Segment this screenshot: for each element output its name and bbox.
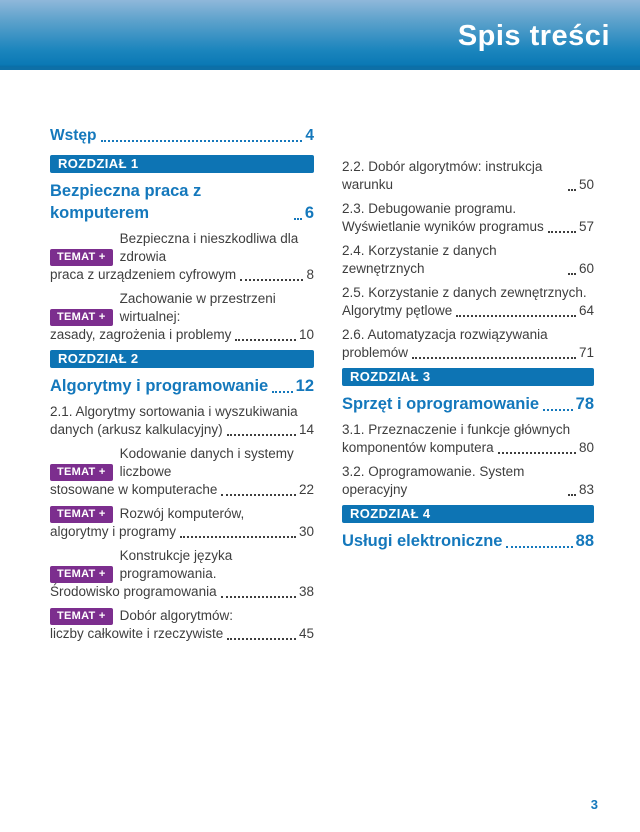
toc-line-text: Konstrukcje języka programowania. (119, 548, 233, 581)
chapter-title (342, 393, 594, 415)
page-ref: 12 (295, 377, 314, 395)
toc-line (342, 284, 594, 302)
toc-line-text: algorytmy i programy (50, 524, 177, 539)
page-ref: 64 (578, 303, 594, 318)
toc-line (50, 266, 314, 284)
dot-leader (221, 596, 296, 598)
toc-line-text: Środowisko programowania (50, 584, 217, 599)
dot-leader (227, 434, 296, 436)
page-ref: 38 (298, 584, 314, 599)
toc-line-text: komponentów komputera (342, 440, 494, 455)
toc-line (50, 505, 314, 523)
toc-line-text: Wyświetlanie wyników programus (342, 219, 544, 234)
toc-line-text: 2.6. Automatyzacja rozwiązywania (342, 327, 548, 342)
dot-leader (456, 315, 576, 317)
page-ref: 8 (306, 267, 314, 282)
toc-line (342, 158, 594, 194)
toc-line (50, 583, 314, 601)
toc-line-text: 2.2. Dobór algorytmów: instrukcja warunku (342, 159, 543, 192)
toc-line (342, 302, 594, 320)
page-ref: 6 (304, 204, 314, 222)
toc-line-text: stosowane w komputerache (50, 482, 218, 497)
toc-line-text: 3.1. Przeznaczenie i funkcje głównych (342, 422, 571, 437)
temat-plus-badge: TEMAT + (50, 566, 113, 583)
toc-line (50, 421, 314, 439)
dot-leader (180, 536, 296, 538)
toc-line-text: 2.4. Korzystanie z danych zewnętrznych (342, 243, 497, 276)
toc-entry (50, 230, 314, 284)
toc-entry (342, 200, 594, 236)
toc-line-text: zasady, zagrożenia i problemy (50, 327, 232, 342)
toc-line (342, 463, 594, 499)
dot-leader (221, 494, 296, 496)
toc-line-text: problemów (342, 345, 409, 360)
toc-entry (50, 445, 314, 499)
toc-entry (342, 463, 594, 499)
page-ref: 22 (298, 482, 314, 497)
temat-plus-badge: TEMAT + (50, 608, 113, 625)
toc-line (342, 242, 594, 278)
page-ref: 14 (298, 422, 314, 437)
toc-line-text: Wstęp (50, 127, 97, 144)
temat-plus-badge: TEMAT + (50, 249, 113, 266)
chapter-heading-bar: ROZDZIAŁ 3 (342, 368, 594, 386)
toc-entry (50, 505, 314, 541)
toc-line (342, 421, 594, 439)
toc-line (50, 375, 314, 397)
page-ref: 88 (575, 532, 594, 550)
toc-line-text: Usługi elektroniczne (342, 532, 503, 550)
page-ref: 57 (578, 219, 594, 234)
chapter-heading-bar: ROZDZIAŁ 2 (50, 350, 314, 368)
toc-line-text: Bezpieczna i nieszkodliwa dla zdrowia (119, 231, 299, 264)
page-header (0, 0, 640, 70)
toc-content (0, 70, 640, 649)
toc-line-text: Dobór algorytmów: (119, 608, 233, 623)
toc-entry (50, 547, 314, 601)
toc-line (50, 547, 314, 583)
dot-leader (294, 218, 302, 220)
dot-leader (543, 409, 573, 411)
toc-line-text: Algorytmy i programowanie (50, 377, 269, 395)
toc-entry (342, 242, 594, 278)
toc-line (50, 230, 314, 266)
toc-line-text: Sprzęt i oprogramowanie (342, 395, 540, 413)
toc-line (342, 218, 594, 236)
toc-line-text: Algorytmy pętlowe (342, 303, 453, 318)
toc-line (50, 445, 314, 481)
chapter-title (50, 375, 314, 397)
page-ref: 50 (578, 177, 594, 192)
toc-line (50, 180, 314, 224)
toc-line (342, 393, 594, 415)
chapter-title (50, 180, 314, 224)
toc-column-left (50, 126, 314, 649)
toc-entry (50, 290, 314, 344)
dot-leader (506, 546, 572, 548)
toc-entry (342, 421, 594, 457)
toc-entry (50, 607, 314, 643)
page-ref: 4 (305, 127, 314, 144)
toc-line (342, 200, 594, 218)
toc-line (50, 481, 314, 499)
page-ref: 10 (298, 327, 314, 342)
toc-line (50, 403, 314, 421)
intro-entry (50, 126, 314, 146)
page-ref: 60 (578, 261, 594, 276)
dot-leader (568, 494, 576, 496)
page-ref: 83 (578, 482, 594, 497)
toc-line-text: liczby całkowite i rzeczywiste (50, 626, 224, 641)
toc-line (342, 326, 594, 344)
dot-leader (240, 279, 303, 281)
toc-line (50, 607, 314, 625)
page-ref: 30 (298, 524, 314, 539)
dot-leader (548, 231, 576, 233)
dot-leader (568, 273, 576, 275)
toc-line (50, 523, 314, 541)
dot-leader (227, 638, 296, 640)
toc-entry (50, 403, 314, 439)
page-number: 3 (590, 797, 598, 812)
dot-leader (568, 189, 576, 191)
toc-line-text: Kodowanie danych i systemy liczbowe (119, 446, 294, 479)
toc-line (342, 439, 594, 457)
toc-line (50, 326, 314, 344)
toc-column-right (342, 126, 594, 649)
toc-line-text: danych (arkusz kalkulacyjny) (50, 422, 223, 437)
toc-line (50, 290, 314, 326)
page-ref: 71 (578, 345, 594, 360)
toc-line-text: Rozwój komputerów, (119, 506, 245, 521)
chapter-heading-bar: ROZDZIAŁ 4 (342, 505, 594, 523)
toc-line-text: praca z urządzeniem cyfrowym (50, 267, 237, 282)
dot-leader (412, 357, 576, 359)
dot-leader (235, 339, 296, 341)
toc-line (342, 344, 594, 362)
page-ref: 78 (575, 395, 594, 413)
chapter-title (342, 530, 594, 552)
temat-plus-badge: TEMAT + (50, 506, 113, 523)
toc-line (50, 126, 314, 146)
toc-line-text: 3.2. Oprogramowanie. System operacyjny (342, 464, 525, 497)
toc-entry (342, 326, 594, 362)
dot-leader (101, 140, 303, 142)
dot-leader (272, 391, 292, 393)
chapter-heading-bar: ROZDZIAŁ 1 (50, 155, 314, 173)
toc-line-text: 2.5. Korzystanie z danych zewnętrznych. (342, 285, 587, 300)
toc-line-text: Bezpieczna praca z komputerem (50, 182, 202, 222)
temat-plus-badge: TEMAT + (50, 464, 113, 481)
toc-line-text: 2.3. Debugowanie programu. (342, 201, 517, 216)
toc-line-text: 2.1. Algorytmy sortowania i wyszukiwania (50, 404, 298, 419)
dot-leader (498, 452, 576, 454)
toc-entry (342, 284, 594, 320)
page-title: Spis treści (457, 20, 610, 52)
page-ref: 80 (578, 440, 594, 455)
toc-line (342, 530, 594, 552)
toc-line (50, 625, 314, 643)
temat-plus-badge: TEMAT + (50, 309, 113, 326)
toc-line-text: Zachowanie w przestrzeni wirtualnej: (119, 291, 276, 324)
toc-entry (342, 158, 594, 194)
page-ref: 45 (298, 626, 314, 641)
